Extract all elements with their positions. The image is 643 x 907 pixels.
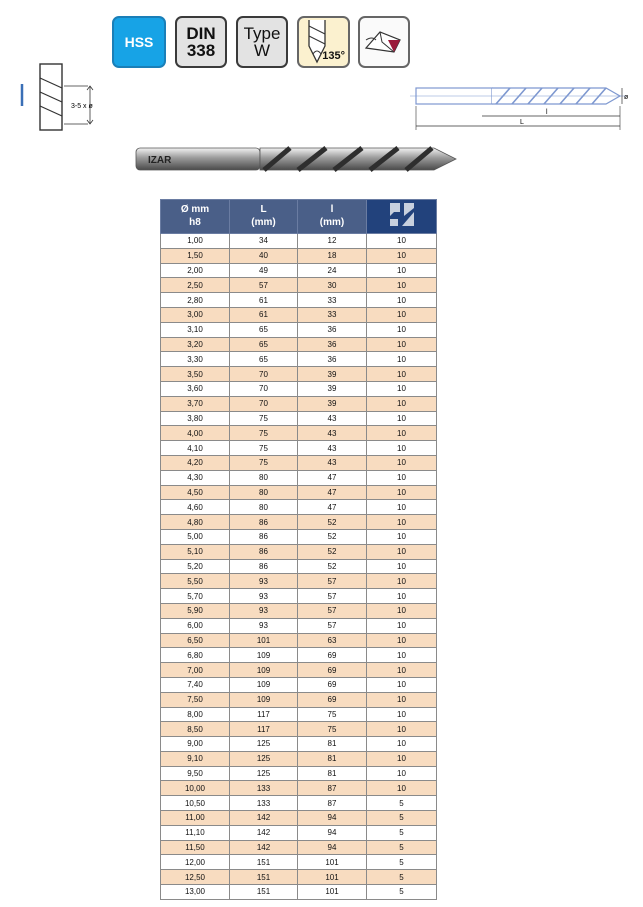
- length-cell: 109: [230, 677, 298, 692]
- pack-quantity-cell: 5: [367, 840, 437, 855]
- flute-length-cell: 39: [298, 396, 367, 411]
- diameter-cell: 10,00: [161, 781, 230, 796]
- flute-length-cell: 81: [298, 766, 367, 781]
- pack-quantity-cell: 10: [367, 677, 437, 692]
- length-cell: 61: [230, 307, 298, 322]
- din-number: 338: [186, 41, 216, 60]
- material-badge: [358, 16, 410, 68]
- flute-length-cell: 47: [298, 485, 367, 500]
- pack-icon: [385, 200, 419, 228]
- table-row: [161, 367, 437, 382]
- length-cell: 93: [230, 589, 298, 604]
- table-row: [161, 500, 437, 515]
- pack-quantity-cell: 10: [367, 781, 437, 796]
- pack-quantity-cell: 5: [367, 870, 437, 885]
- flute-length-cell: 101: [298, 855, 367, 870]
- flute-length-cell: 87: [298, 796, 367, 811]
- pack-quantity-cell: 10: [367, 337, 437, 352]
- pack-quantity-cell: 10: [367, 663, 437, 678]
- pack-quantity-cell: 10: [367, 515, 437, 530]
- pack-quantity-cell: 10: [367, 648, 437, 663]
- table-row: [161, 633, 437, 648]
- diameter-cell: 5,10: [161, 544, 230, 559]
- diameter-cell: 5,00: [161, 529, 230, 544]
- pack-quantity-cell: 10: [367, 485, 437, 500]
- diameter-cell: 4,20: [161, 455, 230, 470]
- length-cell: 65: [230, 352, 298, 367]
- diameter-cell: 1,00: [161, 234, 230, 249]
- length-cell: 151: [230, 870, 298, 885]
- diameter-cell: 3,20: [161, 337, 230, 352]
- diameter-cell: 4,00: [161, 426, 230, 441]
- length-cell: 133: [230, 796, 298, 811]
- diameter-cell: 13,00: [161, 885, 230, 900]
- flute-length-cell: 94: [298, 811, 367, 826]
- tip-angle-badge: [297, 16, 350, 68]
- table-body: [161, 234, 437, 900]
- diameter-cell: 4,60: [161, 500, 230, 515]
- length-cell: 142: [230, 811, 298, 826]
- drill-bit-picture: [134, 142, 464, 176]
- diameter-cell: 4,80: [161, 515, 230, 530]
- table-row: [161, 322, 437, 337]
- length-cell: 80: [230, 485, 298, 500]
- table-header-row: [161, 200, 437, 234]
- pack-quantity-cell: 10: [367, 248, 437, 263]
- pack-quantity-cell: 5: [367, 811, 437, 826]
- diameter-cell: 5,70: [161, 589, 230, 604]
- total-length-symbol: L: [520, 119, 524, 126]
- length-cell: 40: [230, 248, 298, 263]
- table-row: [161, 234, 437, 249]
- pack-quantity-cell: 5: [367, 825, 437, 840]
- pack-quantity-cell: 10: [367, 737, 437, 752]
- pack-quantity-cell: 10: [367, 426, 437, 441]
- flute-length-cell: 39: [298, 381, 367, 396]
- length-cell: 65: [230, 322, 298, 337]
- table-row: [161, 751, 437, 766]
- pack-quantity-cell: 10: [367, 263, 437, 278]
- pack-quantity-cell: 5: [367, 855, 437, 870]
- length-cell: 70: [230, 381, 298, 396]
- pack-quantity-cell: 10: [367, 234, 437, 249]
- flute-length-cell: 43: [298, 441, 367, 456]
- flute-length-cell: 33: [298, 293, 367, 308]
- flute-length-cell: 36: [298, 352, 367, 367]
- material-steel-icon: [360, 18, 408, 66]
- diameter-cell: 5,90: [161, 603, 230, 618]
- flute-length-cell: 57: [298, 589, 367, 604]
- flute-length-symbol: l: [546, 109, 548, 116]
- diameter-cell: 1,50: [161, 248, 230, 263]
- flute-length-cell: 24: [298, 263, 367, 278]
- pack-quantity-cell: 10: [367, 589, 437, 604]
- length-cell: 70: [230, 396, 298, 411]
- flute-length-cell: 81: [298, 737, 367, 752]
- flute-length-header: l (mm): [298, 200, 367, 234]
- length-cell: 117: [230, 707, 298, 722]
- flute-length-cell: 43: [298, 411, 367, 426]
- diameter-cell: 11,00: [161, 811, 230, 826]
- diameter-cell: 3,10: [161, 322, 230, 337]
- pack-quantity-cell: 10: [367, 278, 437, 293]
- diameter-cell: 8,00: [161, 707, 230, 722]
- diameter-cell: 2,50: [161, 278, 230, 293]
- table-row: [161, 677, 437, 692]
- length-cell: 70: [230, 367, 298, 382]
- pack-quantity-cell: 10: [367, 751, 437, 766]
- pack-quantity-cell: 10: [367, 529, 437, 544]
- length-cell: 86: [230, 559, 298, 574]
- length-cell: 75: [230, 411, 298, 426]
- table-row: [161, 885, 437, 900]
- diameter-cell: 12,00: [161, 855, 230, 870]
- length-cell: 151: [230, 855, 298, 870]
- pack-quantity-cell: 10: [367, 707, 437, 722]
- flute-length-cell: 94: [298, 840, 367, 855]
- length-cell: 125: [230, 737, 298, 752]
- table-row: [161, 559, 437, 574]
- type-label: Type: [243, 23, 281, 43]
- pack-quantity-cell: 10: [367, 559, 437, 574]
- pack-quantity-cell: 10: [367, 692, 437, 707]
- table-row: [161, 648, 437, 663]
- drill-dimension-drawing: [410, 82, 635, 134]
- pack-quantity-cell: 10: [367, 352, 437, 367]
- length-cell: 75: [230, 426, 298, 441]
- depth-label: 3-5 x ø: [71, 103, 93, 110]
- diameter-cell: 4,50: [161, 485, 230, 500]
- length-header: L (mm): [230, 200, 298, 234]
- length-cell: 65: [230, 337, 298, 352]
- diameter-cell: 7,40: [161, 677, 230, 692]
- table-row: [161, 426, 437, 441]
- pack-quantity-cell: 10: [367, 367, 437, 382]
- table-row: [161, 722, 437, 737]
- table-row: [161, 692, 437, 707]
- pack-quantity-cell: 10: [367, 766, 437, 781]
- diameter-cell: 5,20: [161, 559, 230, 574]
- table-row: [161, 825, 437, 840]
- length-cell: 57: [230, 278, 298, 293]
- length-cell: 125: [230, 751, 298, 766]
- hss-label: HSS: [124, 33, 154, 50]
- flute-length-cell: 57: [298, 574, 367, 589]
- table-row: [161, 396, 437, 411]
- flute-length-cell: 57: [298, 618, 367, 633]
- table-row: [161, 766, 437, 781]
- length-cell: 151: [230, 885, 298, 900]
- table-row: [161, 337, 437, 352]
- table-row: [161, 811, 437, 826]
- flute-length-cell: 52: [298, 544, 367, 559]
- flute-length-cell: 75: [298, 707, 367, 722]
- table-row: [161, 855, 437, 870]
- diameter-cell: 4,10: [161, 441, 230, 456]
- diameter-cell: 3,50: [161, 367, 230, 382]
- pack-quantity-cell: 10: [367, 544, 437, 559]
- length-cell: 80: [230, 470, 298, 485]
- diameter-cell: 6,80: [161, 648, 230, 663]
- pack-quantity-cell: 10: [367, 322, 437, 337]
- diameter-cell: 2,80: [161, 293, 230, 308]
- flute-length-cell: 43: [298, 426, 367, 441]
- table-row: [161, 870, 437, 885]
- length-cell: 109: [230, 692, 298, 707]
- table-row: [161, 781, 437, 796]
- type-badge: [236, 16, 288, 68]
- flute-length-cell: 36: [298, 337, 367, 352]
- flute-length-cell: 43: [298, 455, 367, 470]
- table-row: [161, 485, 437, 500]
- pack-quantity-header: [367, 200, 437, 234]
- length-cell: 75: [230, 441, 298, 456]
- flute-length-cell: 47: [298, 470, 367, 485]
- diameter-cell: 11,50: [161, 840, 230, 855]
- table-row: [161, 470, 437, 485]
- length-cell: 86: [230, 515, 298, 530]
- pack-quantity-cell: 10: [367, 381, 437, 396]
- flute-length-cell: 30: [298, 278, 367, 293]
- flute-length-cell: 52: [298, 515, 367, 530]
- table-row: [161, 248, 437, 263]
- pack-quantity-cell: 10: [367, 574, 437, 589]
- pack-quantity-cell: 10: [367, 411, 437, 426]
- table-row: [161, 352, 437, 367]
- table-row: [161, 411, 437, 426]
- length-cell: 93: [230, 603, 298, 618]
- flute-length-cell: 52: [298, 559, 367, 574]
- flute-length-cell: 57: [298, 603, 367, 618]
- diameter-header: Ø mm h8: [161, 200, 230, 234]
- table-row: [161, 840, 437, 855]
- table-row: [161, 278, 437, 293]
- length-cell: 142: [230, 840, 298, 855]
- tip-angle-label: 135°: [322, 49, 345, 62]
- flute-length-cell: 12: [298, 234, 367, 249]
- table-row: [161, 796, 437, 811]
- length-cell: 109: [230, 648, 298, 663]
- table-row: [161, 293, 437, 308]
- length-cell: 142: [230, 825, 298, 840]
- brand-logo: IZAR: [148, 155, 172, 166]
- length-cell: 117: [230, 722, 298, 737]
- diameter-cell: 12,50: [161, 870, 230, 885]
- flute-length-cell: 94: [298, 825, 367, 840]
- length-cell: 93: [230, 574, 298, 589]
- table-row: [161, 441, 437, 456]
- length-cell: 80: [230, 500, 298, 515]
- drill-spec-table: [160, 199, 437, 900]
- pack-quantity-cell: 10: [367, 455, 437, 470]
- hss-badge: [112, 16, 166, 68]
- length-cell: 133: [230, 781, 298, 796]
- type-value: W: [253, 41, 271, 60]
- flute-length-cell: 69: [298, 663, 367, 678]
- pack-quantity-cell: 5: [367, 885, 437, 900]
- table-row: [161, 663, 437, 678]
- diameter-cell: 9,00: [161, 737, 230, 752]
- length-cell: 86: [230, 529, 298, 544]
- pack-quantity-cell: 10: [367, 603, 437, 618]
- din-label: DIN: [186, 23, 216, 43]
- table-row: [161, 707, 437, 722]
- table-row: [161, 307, 437, 322]
- hole-depth-drawing: [14, 62, 104, 134]
- table-row: [161, 618, 437, 633]
- length-cell: 86: [230, 544, 298, 559]
- diameter-cell: 7,00: [161, 663, 230, 678]
- length-cell: 101: [230, 633, 298, 648]
- pack-quantity-cell: 10: [367, 441, 437, 456]
- flute-length-cell: 75: [298, 722, 367, 737]
- table-row: [161, 455, 437, 470]
- flute-length-cell: 69: [298, 648, 367, 663]
- flute-length-cell: 69: [298, 692, 367, 707]
- length-cell: 93: [230, 618, 298, 633]
- pack-quantity-cell: 10: [367, 396, 437, 411]
- flute-length-cell: 18: [298, 248, 367, 263]
- length-cell: 49: [230, 263, 298, 278]
- flute-length-cell: 101: [298, 870, 367, 885]
- table-row: [161, 544, 437, 559]
- pack-quantity-cell: 10: [367, 500, 437, 515]
- flute-length-cell: 36: [298, 322, 367, 337]
- length-cell: 125: [230, 766, 298, 781]
- pack-quantity-cell: 10: [367, 633, 437, 648]
- pack-quantity-cell: 10: [367, 618, 437, 633]
- table-row: [161, 737, 437, 752]
- flute-length-cell: 39: [298, 367, 367, 382]
- diameter-cell: 3,70: [161, 396, 230, 411]
- diameter-cell: 3,30: [161, 352, 230, 367]
- flute-length-cell: 87: [298, 781, 367, 796]
- pack-quantity-cell: 10: [367, 470, 437, 485]
- flute-length-cell: 101: [298, 885, 367, 900]
- diameter-cell: 4,30: [161, 470, 230, 485]
- diameter-symbol: ø: [624, 94, 629, 101]
- length-cell: 109: [230, 663, 298, 678]
- flute-length-cell: 47: [298, 500, 367, 515]
- flute-length-cell: 81: [298, 751, 367, 766]
- diameter-cell: 3,60: [161, 381, 230, 396]
- diameter-cell: 11,10: [161, 825, 230, 840]
- diameter-cell: 5,50: [161, 574, 230, 589]
- table-row: [161, 381, 437, 396]
- table-row: [161, 589, 437, 604]
- length-cell: 34: [230, 234, 298, 249]
- diameter-cell: 2,00: [161, 263, 230, 278]
- diameter-cell: 6,00: [161, 618, 230, 633]
- diameter-cell: 3,80: [161, 411, 230, 426]
- table-row: [161, 529, 437, 544]
- diameter-cell: 9,50: [161, 766, 230, 781]
- table-row: [161, 515, 437, 530]
- pack-quantity-cell: 10: [367, 722, 437, 737]
- diameter-cell: 10,50: [161, 796, 230, 811]
- table-row: [161, 263, 437, 278]
- diameter-cell: 9,10: [161, 751, 230, 766]
- flute-length-cell: 33: [298, 307, 367, 322]
- flute-length-cell: 52: [298, 529, 367, 544]
- pack-quantity-cell: 10: [367, 307, 437, 322]
- diameter-cell: 7,50: [161, 692, 230, 707]
- diameter-cell: 3,00: [161, 307, 230, 322]
- din-badge: [175, 16, 227, 68]
- pack-quantity-cell: 5: [367, 796, 437, 811]
- pack-quantity-cell: 10: [367, 293, 437, 308]
- length-cell: 61: [230, 293, 298, 308]
- flute-length-cell: 69: [298, 677, 367, 692]
- diameter-cell: 8,50: [161, 722, 230, 737]
- table-row: [161, 574, 437, 589]
- diameter-cell: 6,50: [161, 633, 230, 648]
- flute-length-cell: 63: [298, 633, 367, 648]
- length-cell: 75: [230, 455, 298, 470]
- table-row: [161, 603, 437, 618]
